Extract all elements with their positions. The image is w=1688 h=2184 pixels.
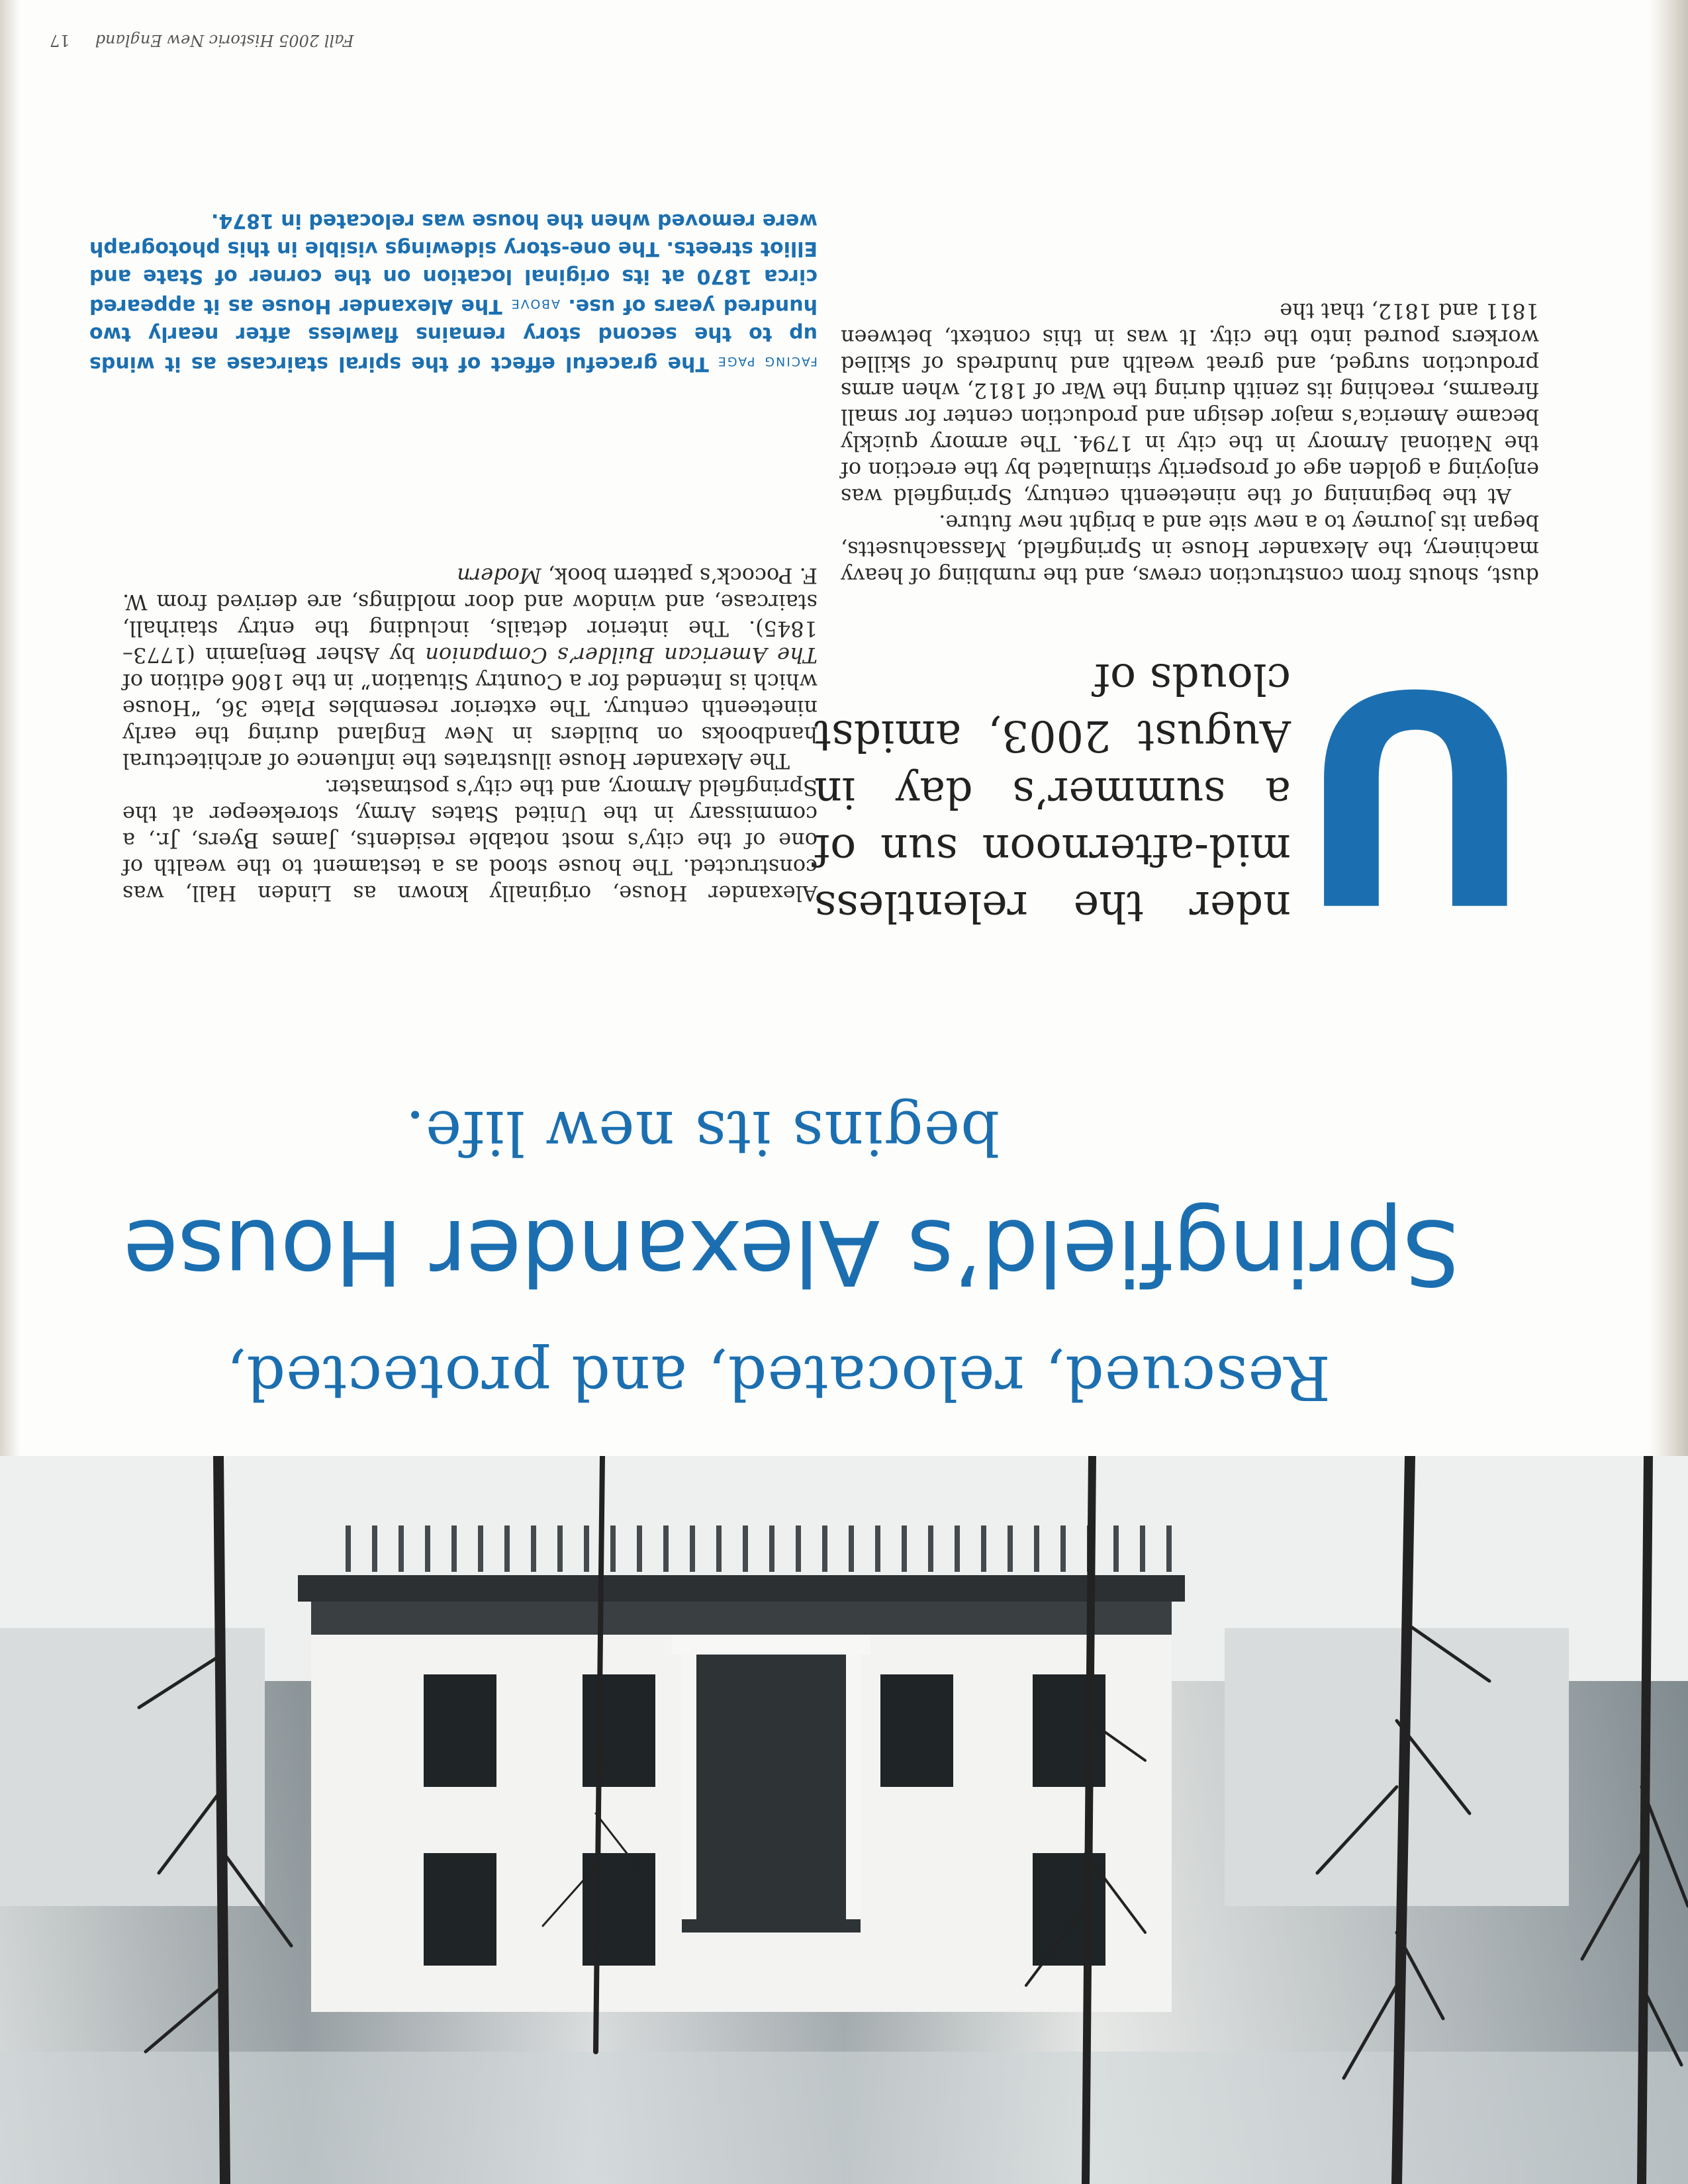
body-paragraph: At the beginning of the nineteenth century, Springfield was enjoying a golden age of prosperity stimulated by the erection of the National Armory in the city in 1794. The armory quickly became America’s major design and production center for small firearms, reaching its zenith during the War of 1812, when arms production surged, and great wealth and hundreds of skilled workers poured into the city. It was in this context, between 1811 and 1812, that the (841, 298, 1539, 509)
body-paragraph: Alexander House, originally known as Linden Hall, was constructed. The house stood as a testament to the wealth of one of the city’s most notable residents, James Byers, Jr., a commissary in the United States Army, storekeeper at the Springfield Armory, and the city’s postmaster. (122, 775, 818, 906)
article-lead: nder the relentless mid-afternoon sun of a summer’s day in August 2003, amidst clouds of (814, 654, 1291, 931)
article-subtitle-top: Rescued, relocated, and protected, (226, 1342, 1331, 1413)
house-photo-illustration (0, 1456, 1688, 2184)
book-title: The American Builder’s Companion (425, 643, 818, 668)
caption-text: The Alexander House as it appeared circa 1870 at its original location on the corner of State and Elliot streets. The one-story sidewings visible in this photograph were removed when the house was relocated in 1874. (89, 209, 818, 318)
caption-text: The graceful effect of the spiral staircase as it winds up to the second story remains flawless after nearly two hundred years of use. (89, 295, 818, 375)
historic-house-photo (0, 1456, 1688, 2184)
issue-season: Fall 2005 (279, 31, 354, 50)
body-paragraph (122, 563, 818, 774)
article-title: Springfield’s Alexander House (123, 1199, 1460, 1304)
article-subtitle-bottom: begins its new life. (404, 1097, 1000, 1168)
body-column-right (122, 563, 818, 907)
page-number: 17 (50, 31, 70, 50)
caption-label: ABOVE (510, 296, 561, 311)
drop-cap: U (1297, 625, 1534, 964)
magazine-name: Historic New England (95, 31, 274, 50)
page-footer (50, 31, 361, 50)
body-text: by Asher Benjamin (1773–1845). The interior details, including the entry stairhall, staircase, and window and door moldings, are derived from W. F. Pocock’s pattern book, (122, 563, 818, 668)
photo-caption (89, 206, 818, 377)
body-column-left (841, 298, 1539, 589)
caption-label: FACING PAGE (716, 354, 818, 369)
book-title: Modern (457, 563, 541, 588)
body-paragraph: dust, shouts from construction crews, and the rumbling of heavy machinery, the Alexander House in Springfield, Massachusetts, began its journey to a new site and a bright new future. (841, 510, 1539, 588)
body-text: The Alexander House illustrates the influence of architectural handbooks on builders in New England during the early nineteenth century. The exterior resembles Plate 36, “House which is Intended for a Country Situation” in the 1806 edition of (122, 669, 818, 774)
